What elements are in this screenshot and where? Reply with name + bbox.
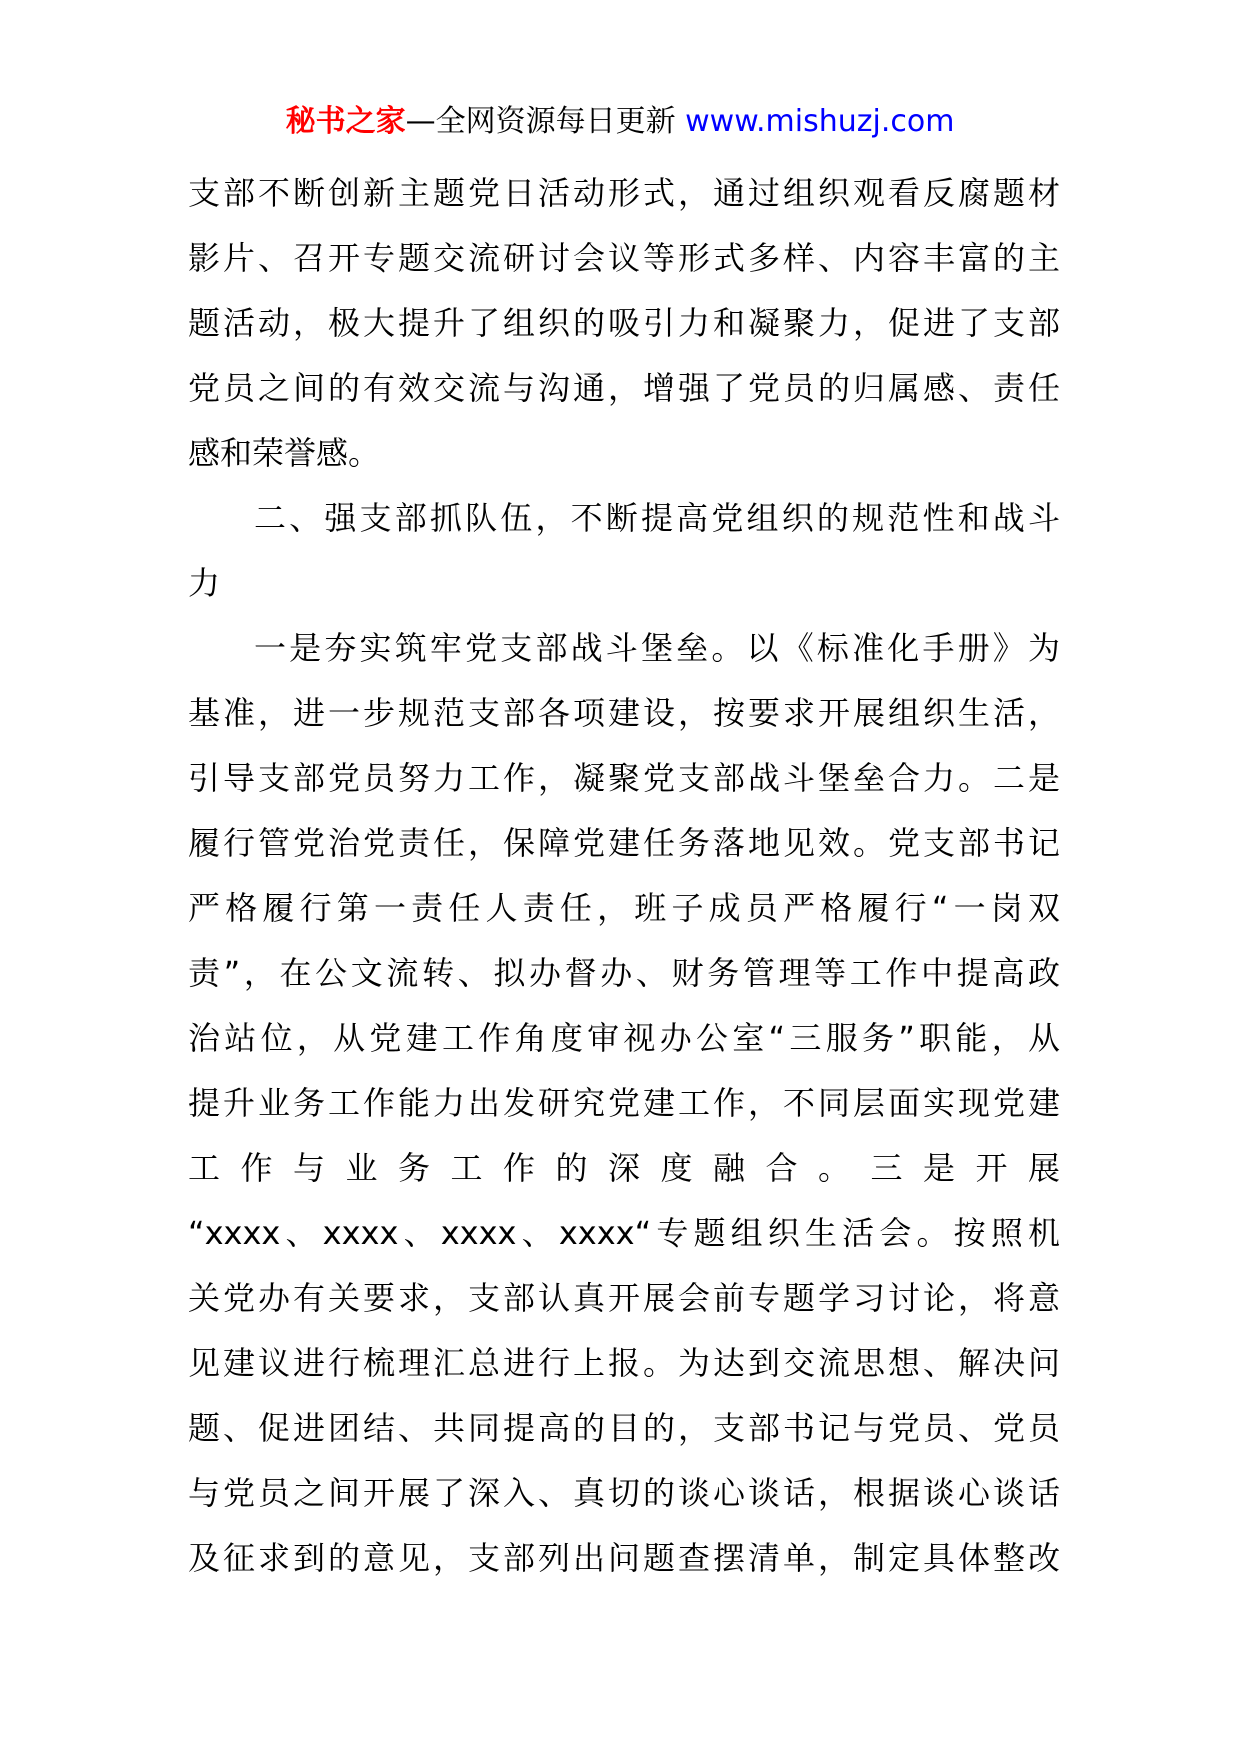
text-line: 严格履行第一责任人责任，班子成员严格履行“一岗双: [188, 889, 1060, 927]
text-line: 治站位，从党建工作角度审视办公室“三服务”职能，从: [188, 1019, 1060, 1057]
text-line: 党员之间的有效交流与沟通，增强了党员的归属感、责任: [188, 369, 1060, 407]
header-brand: 秘书之家: [285, 104, 406, 139]
text-line: 影片、召开专题交流研讨会议等形式多样、内容丰富的主: [188, 239, 1060, 277]
text-line: “xxxx、xxxx、xxxx、xxxx“专题组织生活会。按照机: [188, 1214, 1060, 1252]
text-line: 一是夯实筑牢党支部战斗堡垒。以《标准化手册》为: [254, 629, 1060, 667]
text-line: 与党员之间开展了深入、真切的谈心谈话，根据谈心谈话: [188, 1474, 1060, 1512]
page-header: [0, 100, 1240, 144]
section-heading: 二、强支部抓队伍，不断提高党组织的规范性和战斗: [254, 499, 1060, 537]
text-line: 支部不断创新主题党日活动形式，通过组织观看反腐题材: [188, 174, 1060, 212]
text-line: 见建议进行梳理汇总进行上报。为达到交流思想、解决问: [188, 1344, 1060, 1382]
text-line: 基准，进一步规范支部各项建设，按要求开展组织生活，: [188, 694, 1060, 732]
body-text: [188, 161, 1060, 1591]
header-url: www.mishuzj.com: [685, 104, 955, 139]
text-line: 引导支部党员努力工作，凝聚党支部战斗堡垒合力。二是: [188, 759, 1060, 797]
text-line: 题活动，极大提升了组织的吸引力和凝聚力，促进了支部: [188, 304, 1060, 342]
section-heading-end: 力: [188, 564, 221, 602]
text-line: 关党办有关要求，支部认真开展会前专题学习讨论，将意: [188, 1279, 1060, 1317]
text-line: 工 作 与 业 务 工 作 的 深 度 融 合 。 三 是 开 展: [188, 1149, 1060, 1187]
text-line: 及征求到的意见，支部列出问题查摆清单，制定具体整改: [188, 1539, 1060, 1577]
text-line: 提升业务工作能力出发研究党建工作，不同层面实现党建: [188, 1084, 1060, 1122]
text-line: 履行管党治党责任，保障党建任务落地见效。党支部书记: [188, 824, 1060, 862]
text-line: 责”，在公文流转、拟办督办、财务管理等工作中提高政: [188, 954, 1060, 992]
header-tagline: —全网资源每日更新: [405, 104, 676, 139]
text-line: 题、促进团结、共同提高的目的，支部书记与党员、党员: [188, 1409, 1060, 1447]
text-line: 感和荣誉感。: [188, 434, 381, 472]
